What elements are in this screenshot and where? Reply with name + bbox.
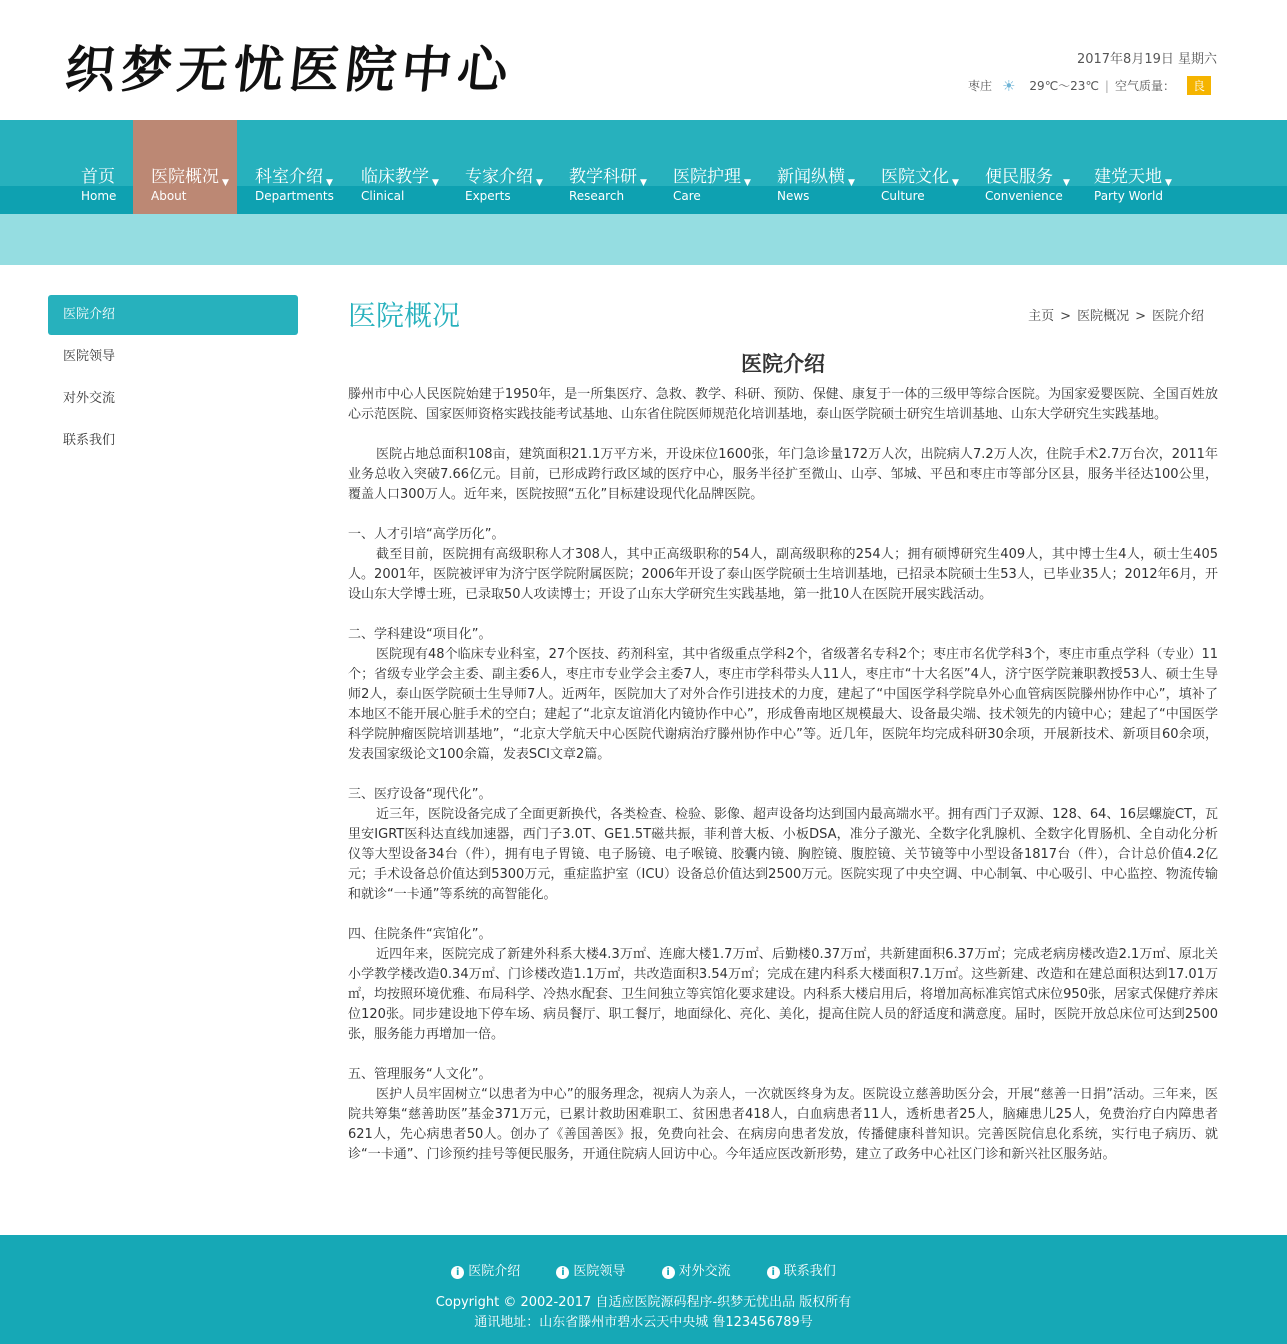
article-title: 医院介绍 <box>741 352 825 376</box>
nav-item-sublabel: Care <box>673 189 701 203</box>
section-title: 医院概况 <box>348 299 461 332</box>
nav-item-sublabel: Convenience <box>985 189 1063 203</box>
sidebar-menu <box>48 295 298 463</box>
site-footer <box>0 1235 1287 1344</box>
breadcrumb-separator: > <box>1060 309 1072 324</box>
caret-down-icon: ▼ <box>222 178 229 188</box>
article-heading: 四、住院条件“宾馆化”。 <box>348 927 492 942</box>
air-quality-badge: 良 <box>1187 76 1211 95</box>
caret-down-icon: ▼ <box>744 178 751 188</box>
nav-item-culture[interactable] <box>863 120 967 214</box>
caret-down-icon: ▼ <box>1165 178 1172 188</box>
nav-item-label: 临床教学 <box>361 167 429 187</box>
article-paragraph: 医护人员牢固树立“以患者为中心”的服务理念，视病人为亲人，一次就医终身为友。医院设立慈善助医分会，开展“慈善一日捐”活动。三年来，医院共筹集“慈善助医”基金371万元，已累计救助困难职工、贫困患者418人，白血病患者11人，透析患者25人，脑瘫患儿25人，免费治疗白内障患者621人，先心病患者50人。创办了《善国善医》报，免费向社会、在病房向患者发放，传播健康科普知识。完善医院信息化系统，实行电子病历、就诊“一卡通”、门诊预约挂号等便民服务，开通住院病人回访中心。今年适应医改新形势，建立了政务中心社区门诊和新兴社区服务站。 <box>348 1087 1218 1162</box>
nav-item-sublabel: Party World <box>1094 189 1163 203</box>
info-icon: i <box>767 1266 780 1279</box>
footer-links <box>0 1260 1287 1279</box>
breadcrumb <box>1028 305 1204 324</box>
breadcrumb-current[interactable]: 医院介绍 <box>1151 309 1204 324</box>
nav-item-sublabel: Departments <box>255 189 334 203</box>
info-icon: i <box>662 1266 675 1279</box>
nav-item-label: 科室介绍 <box>255 167 323 187</box>
article-heading: 一、人才引培“高学历化”。 <box>348 527 505 542</box>
nav-item-about[interactable] <box>133 120 237 214</box>
sidebar-item-hospital-leaders[interactable]: 医院领导 <box>63 349 116 364</box>
footer-link-external-exchange[interactable] <box>662 1260 731 1279</box>
caret-down-icon: ▼ <box>1063 178 1070 188</box>
caret-down-icon: ▼ <box>640 178 647 188</box>
nav-item-departments[interactable] <box>237 120 341 214</box>
breadcrumb-about-link[interactable]: 医院概况 <box>1077 309 1130 324</box>
article-heading: 二、学科建设“项目化”。 <box>348 627 492 642</box>
article-paragraph: 医院现有48个临床专业科室，27个医技、药剂科室，其中省级重点学科2个，省级著名专科2个；枣庄市名优学科3个，枣庄市重点学科（专业）11个；省级专业学会主委、副主委6人，枣庄市专业学会主委7人，枣庄市学科带头人11人，枣庄市“十大名医”4人，济宁医学院兼职教授53人、硕士生导师2人，泰山医学院硕士生导师7人。近两年，医院加大了对外合作引进技术的力度，建起了“中国医学科学院阜外心血管病医院滕州协作中心”，填补了本地区不能开展心脏手术的空白；建起了“北京友谊消化内镜协作中心”，形成鲁南地区规模最大、设备最尖端、技术领先的内镜中心；建起了“中国医学科学院肿瘤医院培训基地”，“北京大学航天中心医院代谢病治疗滕州协作中心”等。近几年，医院年均完成科研30余项，开展新技术、新项目60余项，发表国家级论文100余篇，发表SCI文章2篇。 <box>348 647 1218 762</box>
article-paragraph: 滕州市中心人民医院始建于1950年，是一所集医疗、急救、教学、科研、预防、保健、康复于一体的三级甲等综合医院。为国家爱婴医院、全国百姓放心示范医院、国家医师资格实践技能考试基地、山东省住院医师规范化培训基地，泰山医学院硕士研究生培训基地、山东大学研究生实践基地。 <box>348 387 1218 422</box>
nav-item-label: 教学科研 <box>569 167 637 187</box>
breadcrumb-home-link[interactable]: 主页 <box>1028 309 1055 324</box>
footer-link-contact-us[interactable] <box>767 1260 836 1279</box>
nav-item-label: 专家介绍 <box>465 167 533 187</box>
article-paragraph: 截至目前，医院拥有高级职称人才308人，其中正高级职称的54人，副高级职称的254人；拥有硕博研究生409人，其中博士生4人，硕士生405人。2001年，医院被评审为济宁医学院附属医院；2006年开设了泰山医学院硕士生培训基地，已招录本院硕士生53人，已毕业35人；2012年6月，开设山东大学博士班，已录取50人攻读博士；开设了山东大学研究生实践基地，第一批10人在医院开展实践活动。 <box>348 547 1218 602</box>
weather-city: 枣庄 <box>967 79 992 93</box>
weather-widget <box>968 76 1211 95</box>
nav-item-care[interactable] <box>655 120 759 214</box>
article-paragraph: 近三年，医院设备完成了全面更新换代，各类检查、检验、影像、超声设备均达到国内最高端水平。拥有西门子双源、128、64、16层螺旋CT，瓦里安IGRT医科达直线加速器，西门子3.0T、GE1.5T磁共振，菲利普大板、小板DSA，准分子激光、全数字化乳腺机、全数字化胃肠机、全自动化分析仪等大型设备34台（件），拥有电子胃镜、电子肠镜、电子喉镜、胶囊内镜、胸腔镜、腹腔镜、关节镜等中小型设备1817台（件），合计总价值4.2亿元；手术设备总价值达到5300万元，重症监护室（ICU）设备总价值达到2500万元。医院实现了中央空调、中心制氧、中心吸引、中心监控、物流传输和就诊“一卡通”等系统的高智能化。 <box>348 807 1218 902</box>
nav-item-sublabel: About <box>151 189 187 203</box>
sidebar-item-hospital-intro[interactable]: 医院介绍 <box>48 295 298 335</box>
footer-link-label: 医院领导 <box>573 1264 626 1279</box>
nav-item-convenience[interactable] <box>967 120 1075 214</box>
nav-item-research[interactable] <box>551 120 655 214</box>
caret-down-icon: ▼ <box>952 178 959 188</box>
nav-item-sublabel: Clinical <box>361 189 405 203</box>
footer-link-hospital-intro[interactable] <box>451 1260 520 1279</box>
footer-link-label: 对外交流 <box>678 1264 731 1279</box>
nav-item-label: 新闻纵横 <box>777 167 845 187</box>
breadcrumb-separator: > <box>1135 309 1146 324</box>
caret-down-icon: ▼ <box>848 178 855 188</box>
nav-item-news[interactable] <box>759 120 863 214</box>
current-date: 2017年8月19日 星期六 <box>1076 52 1217 67</box>
nav-item-label: 医院概况 <box>151 167 219 187</box>
caret-down-icon: ▼ <box>326 178 333 188</box>
caret-down-icon: ▼ <box>536 178 543 188</box>
nav-item-sublabel: Culture <box>881 189 925 203</box>
sidebar-item-contact-us[interactable]: 联系我们 <box>63 433 116 448</box>
nav-item-home[interactable] <box>66 120 132 214</box>
footer-link-hospital-leaders[interactable] <box>556 1260 625 1279</box>
nav-item-clinical[interactable] <box>343 120 447 214</box>
info-icon: i <box>451 1266 464 1279</box>
article-heading: 五、管理服务“人文化”。 <box>348 1067 492 1082</box>
nav-item-sublabel: Research <box>569 189 625 203</box>
nav-item-label: 医院护理 <box>673 167 741 187</box>
sun-icon: ☀ <box>1001 76 1016 95</box>
nav-item-label: 便民服务 <box>985 167 1053 187</box>
air-quality-label: 空气质量： <box>1114 79 1175 93</box>
article-heading: 三、医疗设备“现代化”。 <box>348 787 492 802</box>
nav-item-label: 建党天地 <box>1094 167 1162 187</box>
footer-copyright: Copyright © 2002-2017 自适应医院源码程序-织梦无忧出品 版权所有 <box>435 1295 852 1310</box>
nav-item-sublabel: Experts <box>465 189 511 203</box>
weather-temperature: 29℃～23℃ <box>1029 79 1099 93</box>
nav-item-sublabel: News <box>777 189 810 203</box>
info-icon: i <box>556 1266 569 1279</box>
article-body <box>348 385 1218 1165</box>
footer-address: 通讯地址：山东省滕州市碧水云天中央城 鲁123456789号 <box>474 1315 813 1330</box>
site-header <box>0 0 1287 120</box>
article-paragraph: 近四年来，医院完成了新建外科系大楼4.3万㎡、连廊大楼1.7万㎡、后勤楼0.37万㎡，共新建面积6.37万㎡；完成老病房楼改造2.1万㎡、原北关小学教学楼改造0.34万㎡、门诊楼改造1.1万㎡，共改造面积3.54万㎡；完成在建内科系大楼面积7.1万㎡。这些新建、改造和在建总面积达到17.01万㎡，均按照环境优雅、布局科学、冷热水配套、卫生间独立等宾馆化要求建设。内科系大楼启用后，将增加高标准宾馆式床位950张，居家式保健疗养床位120张。同步建设地下停车场、病员餐厅、职工餐厅，地面绿化、亮化、美化，提高住院人员的舒适度和满意度。届时，医院开放总床位可达到2500张，服务能力再增加一倍。 <box>348 947 1218 1042</box>
site-logo[interactable]: 织梦无忧医院中心 <box>62 40 517 99</box>
sidebar-item-external-exchange[interactable]: 对外交流 <box>63 391 116 406</box>
weather-divider: | <box>1104 78 1109 93</box>
nav-item-experts[interactable] <box>447 120 551 214</box>
main-nav-area <box>0 120 1287 265</box>
article-paragraph: 医院占地总面积108亩，建筑面积21.1万平方米，开设床位1600张，年门急诊量172万人次，出院病人7.2万人次，住院手术2.7万台次，2011年业务总收入突破7.66亿元。目前，已形成跨行政区域的医疗中心，服务半径扩至微山、山亭、邹城、平邑和枣庄市等部分区县，服务半径达100公里，覆盖人口300万人。近年来，医院按照“五化”目标建设现代化品牌医院。 <box>348 447 1218 502</box>
footer-link-label: 医院介绍 <box>468 1264 521 1279</box>
footer-link-label: 联系我们 <box>783 1264 836 1279</box>
nav-item-label: 医院文化 <box>881 167 949 187</box>
caret-down-icon: ▼ <box>432 178 439 188</box>
nav-item-party-world[interactable] <box>1076 120 1180 214</box>
nav-item-label: 首页 <box>81 167 115 187</box>
nav-item-sublabel: Home <box>81 189 117 203</box>
